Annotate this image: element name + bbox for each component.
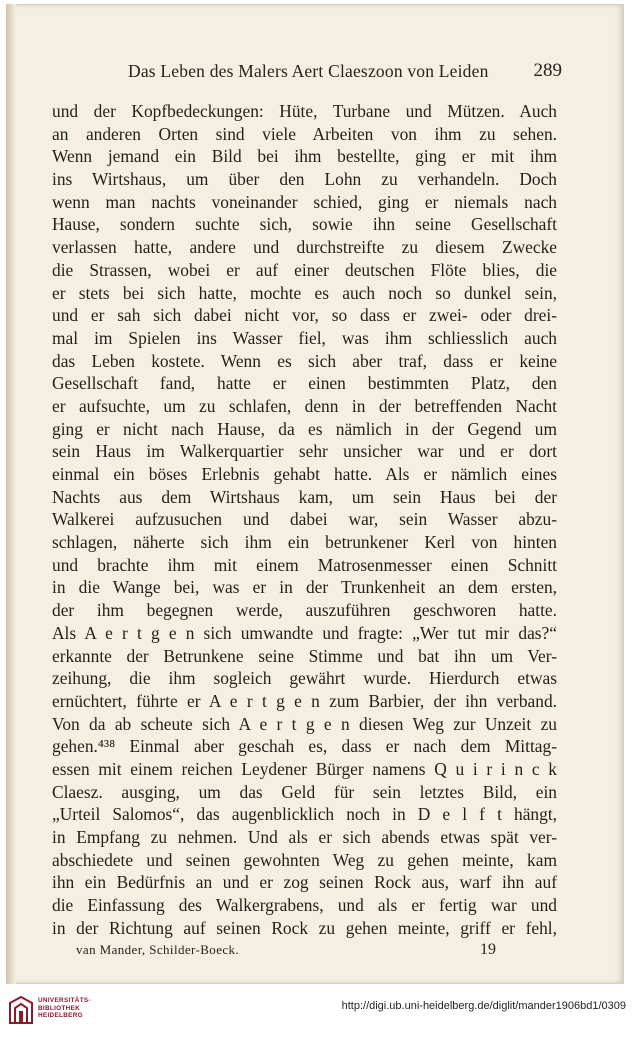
text-line: er aufsuchte, um zu schlafen, denn in der betreffenden Nacht bbox=[52, 395, 557, 416]
text-line: Als A e r t g e n sich umwandte und fragte: „Wer tut mir das?“ bbox=[52, 622, 557, 643]
scanned-page bbox=[6, 4, 624, 984]
text-line: und er sah sich dabei nicht vor, so dass er zwei- oder drei- bbox=[52, 305, 557, 326]
text-line: „Urteil Salomos“, das augenblicklich noch in D e l f t hängt, bbox=[52, 804, 557, 825]
source-url-link[interactable]: http://digi.ub.uni-heidelberg.de/diglit/mander1906bd1/0309 bbox=[341, 1000, 626, 1012]
text-line: erkannte der Betrunkene seine Stimme und bat ihn um Ver- bbox=[52, 645, 557, 666]
text-line: sein Haus im Walkerquartier sehr unsicher war und er dort bbox=[52, 441, 557, 462]
running-head bbox=[128, 61, 562, 87]
sheet-number: 19 bbox=[480, 941, 496, 958]
text-line: und brachte ihm mit einem Matrosenmesser einen Schnitt bbox=[52, 554, 557, 575]
text-line: Claesz. ausging, um das Geld für sein letztes Bild, ein bbox=[52, 781, 557, 802]
text-line: schlagen, näherte sich ihm ein betrunkener Kerl von hinten bbox=[52, 532, 557, 553]
text-line: ernüchtert, führte er A e r t g e n zum Barbier, der ihn verband. bbox=[52, 690, 557, 711]
text-line: mal im Spielen ins Wasser fiel, was ihm schliesslich auch bbox=[52, 327, 557, 348]
text-line: Wenn jemand ein Bild bei ihm bestellte, ging er mit ihm bbox=[52, 146, 557, 167]
text-line: ins Wirtshaus, um über den Lohn zu verhandeln. Doch bbox=[52, 169, 557, 190]
text-line: Gesellschaft fand, hatte er einen bestimmten Platz, den bbox=[52, 373, 557, 394]
text-line: wenn man nachts voneinander schied, ging er niemals nach bbox=[52, 191, 557, 212]
text-line: die Einfassung des Walkergrabens, und als er fertig war und bbox=[52, 895, 557, 916]
page-number: 289 bbox=[533, 60, 562, 81]
running-head-title: Das Leben des Malers Aert Claeszoon von Leiden bbox=[128, 61, 489, 81]
text-line: ihn ein Bedürfnis an und er zog seinen Rock aus, warf ihn auf bbox=[52, 872, 557, 893]
text-line: ging er nicht nach Hause, da es nämlich in der Gegend um bbox=[52, 418, 557, 439]
text-line: einmal ein böses Erlebnis gehabt hatte. Als er nämlich eines bbox=[52, 464, 557, 484]
viewer-bottom-bar bbox=[0, 988, 632, 1037]
text-line: die Strassen, wobei er auf einer deutschen Flöte blies, die bbox=[52, 259, 557, 280]
text-line: abschiedete und seinen gewohnten Weg zu gehen meinte, kam bbox=[52, 849, 557, 870]
text-line: Von da ab scheute sich A e r t g e n diesen Weg zur Unzeit zu bbox=[52, 713, 557, 734]
page-spine-shadow bbox=[6, 4, 16, 984]
text-line: Hause, sondern suchte sich, sowie ihn seine Gesellschaft bbox=[52, 214, 557, 235]
signature-mark: van Mander, Schilder-Boeck. bbox=[76, 942, 240, 957]
text-line: gehen.⁴³⁸ Einmal aber geschah es, dass er nach dem Mittag- bbox=[52, 736, 557, 757]
text-line: essen mit einem reichen Leydener Bürger namens Q u i r i n c k bbox=[52, 758, 557, 779]
text-line: in Empfang zu nehmen. Und als er sich abends etwas spät ver- bbox=[52, 827, 557, 847]
page-footer bbox=[76, 942, 496, 962]
text-line: das Leben kostete. Wenn es sich aber traf, dass er keine bbox=[52, 350, 557, 371]
library-logo-line: BIBLIOTHEK bbox=[38, 1004, 81, 1012]
body-text bbox=[52, 100, 557, 939]
library-logo-line: UNIVERSITÄTS- bbox=[38, 997, 91, 1004]
library-logo-text bbox=[38, 997, 91, 1020]
text-line: zeihung, die ihm sogleich gewährt wurde. Hierdurch etwas bbox=[52, 668, 557, 689]
text-line: verlassen hatte, andere und durchstreifte zu diesem Zwecke bbox=[52, 237, 557, 258]
text-line: in der Richtung auf seinen Rock zu gehen meinte, griff er fehl, bbox=[52, 917, 557, 938]
text-line: der ihm begegnen werde, auszuführen geschworen hatte. bbox=[52, 600, 557, 621]
text-line: und der Kopfbedeckungen: Hüte, Turbane und Mützen. Auch bbox=[52, 101, 557, 121]
text-line: Nachts aus dem Wirtshaus kam, um sein Haus bei der bbox=[52, 486, 557, 507]
text-line: in die Wange bei, was er in der Trunkenheit an dem ersten, bbox=[52, 577, 557, 598]
library-logo-line: HEIDELBERG bbox=[38, 1012, 83, 1020]
text-line: er stets bei sich hatte, mochte es auch noch so dunkel sein, bbox=[52, 282, 557, 303]
text-line: an anderen Orten sind viele Arbeiten von ihm zu sehen. bbox=[52, 123, 557, 144]
heidelberg-library-icon bbox=[8, 995, 34, 1025]
text-line: Walkerei aufzusuchen und dabei war, sein Wasser abzu- bbox=[52, 509, 557, 530]
